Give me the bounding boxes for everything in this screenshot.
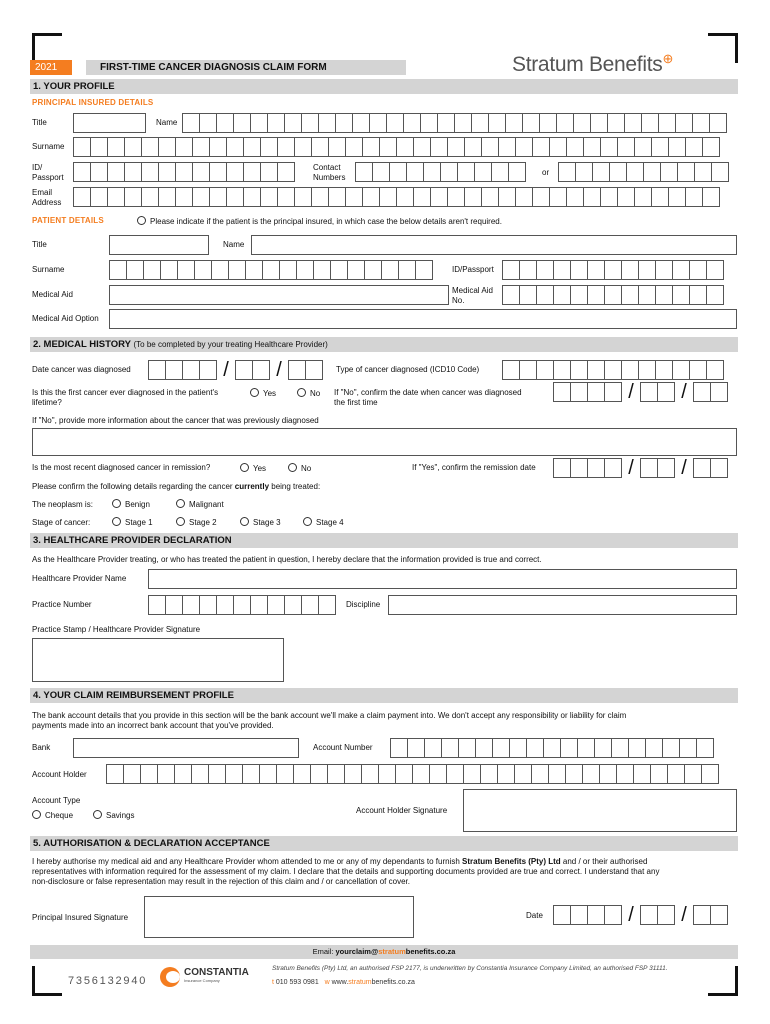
confirm-line2: the first time — [334, 398, 378, 407]
footer-legal: Stratum Benefits (Pty) Ltd, an authorised FSP 2177, is underwritten by Constantia Insurance Company Limited, an authorised FSP 31111. — [272, 965, 668, 972]
radio-icon[interactable] — [303, 517, 312, 526]
no-label: No — [301, 464, 312, 473]
auth-line1a: I hereby authorise my medical aid and any Healthcare Provider whom attended to me or any of my dependants to furnish — [32, 857, 463, 866]
account-holder-label: Account Holder — [32, 770, 87, 779]
web-part-b: stratum — [348, 979, 372, 986]
no-label: No — [310, 389, 321, 398]
email-label-line1: Email — [32, 188, 53, 197]
stamp-signature-field[interactable] — [32, 638, 284, 682]
stage-2-label: Stage 2 — [189, 518, 217, 527]
footer-email-bar — [30, 945, 738, 959]
contact-label-line2: Numbers — [313, 173, 346, 182]
stage-1-option[interactable] — [112, 517, 153, 528]
bank-text-line2: payments made into an incorrect bank account that you've provided. — [32, 721, 274, 730]
footer-code: 7356132940 — [68, 975, 148, 987]
provider-name-field[interactable] — [148, 569, 737, 589]
crop-mark-bottom-right — [708, 966, 738, 996]
bank-field[interactable] — [73, 738, 299, 758]
id-field[interactable] — [73, 162, 295, 182]
patient-idpassport-field[interactable] — [502, 260, 724, 280]
remission-yes[interactable] — [240, 463, 266, 474]
patient-title-field[interactable] — [109, 235, 209, 255]
benign-label: Benign — [125, 500, 150, 509]
remission-date-field[interactable]: / / — [553, 458, 728, 478]
benign-option[interactable] — [112, 499, 150, 510]
bank-text-line1: The bank account details that you provide in this section will be the bank account we'll make a claim payment into. We don't accept any responsibility or liability for claim — [32, 711, 627, 720]
account-holder-signature-field[interactable] — [463, 789, 737, 832]
more-info-label: If "No", provide more information about the cancer that was previously diagnosed — [32, 416, 319, 425]
partner-name: CONSTANTIA — [184, 967, 249, 978]
radio-icon[interactable] — [240, 463, 249, 472]
patient-is-principal-option[interactable] — [137, 216, 502, 227]
medical-aid-option-label: Medical Aid Option — [32, 314, 99, 323]
date-label: Date — [526, 911, 543, 920]
partner-sub: Insurance Company — [184, 978, 220, 983]
phone: 010 593 0981 — [275, 979, 319, 986]
auth-company: Stratum Benefits (Pty) Ltd — [462, 857, 561, 866]
radio-icon[interactable] — [176, 499, 185, 508]
first-diagnosis-date-field[interactable]: / / — [553, 382, 728, 402]
principal-signature-field[interactable] — [144, 896, 414, 938]
partner-logo-icon — [160, 967, 180, 987]
contact-label — [313, 163, 345, 183]
radio-icon[interactable] — [93, 810, 102, 819]
savings-label: Savings — [106, 811, 135, 820]
crop-mark-bottom-left — [32, 966, 62, 996]
patient-surname-field[interactable] — [109, 260, 433, 280]
cheque-option[interactable] — [32, 810, 73, 821]
contact-field-1[interactable] — [355, 162, 526, 182]
logo — [512, 51, 673, 77]
account-holder-signature-label: Account Holder Signature — [356, 806, 448, 815]
patient-idpassport-label: ID/Passport — [452, 265, 494, 274]
medical-aid-no-line2: No. — [452, 296, 465, 305]
account-type-label: Account Type — [32, 796, 81, 805]
title-field[interactable] — [73, 113, 146, 133]
id-label-line2: Passport — [32, 173, 64, 182]
practice-number-field[interactable] — [148, 595, 336, 615]
patient-details-heading: PATIENT DETAILS — [32, 216, 104, 225]
confirm-details-post: being treated: — [269, 482, 321, 491]
email-label-line2: Address — [32, 198, 62, 207]
section-1-title: 1. YOUR PROFILE — [30, 79, 738, 94]
email-part-b: stratum — [378, 947, 406, 956]
partner-logo — [160, 967, 249, 987]
year-badge: 2021 — [30, 60, 72, 75]
signature-date-field[interactable]: / / — [553, 905, 728, 925]
cancer-type-field[interactable] — [502, 360, 724, 380]
id-label — [32, 163, 64, 183]
section-5-title: 5. AUTHORISATION & DECLARATION ACCEPTANCE — [30, 836, 738, 851]
name-label: Name — [156, 118, 178, 127]
contact-field-2[interactable] — [558, 162, 729, 182]
stage-2-option[interactable] — [176, 517, 217, 528]
radio-icon[interactable] — [32, 810, 41, 819]
account-holder-field[interactable] — [106, 764, 719, 784]
patient-note: Please indicate if the patient is the principal insured, in which case the below details aren't required. — [150, 217, 502, 226]
title-label: Title — [32, 118, 47, 127]
surname-label: Surname — [32, 142, 65, 151]
patient-name-label: Name — [223, 240, 245, 249]
email-label — [32, 188, 61, 208]
confirm-details-label — [32, 482, 320, 492]
logo-text: Stratum Benefits — [512, 53, 663, 76]
date-diagnosed-label: Date cancer was diagnosed — [32, 365, 131, 374]
auth-line1c: and / or their authorised — [560, 857, 648, 866]
discipline-field[interactable] — [388, 595, 737, 615]
confirm-first-date-label — [334, 388, 522, 408]
email-prefix: Email: — [312, 947, 336, 956]
account-number-field[interactable] — [390, 738, 714, 758]
web-prefix: w — [324, 979, 332, 986]
more-info-field[interactable] — [32, 428, 737, 456]
email-field[interactable] — [73, 187, 720, 207]
remission-no[interactable] — [288, 463, 311, 474]
neoplasm-label: The neoplasm is: — [32, 500, 93, 509]
web-part-a: www. — [331, 979, 349, 986]
cheque-label: Cheque — [45, 811, 74, 820]
crop-mark-top-right — [708, 33, 738, 63]
medical-aid-no-label — [452, 286, 493, 306]
medical-aid-field[interactable] — [109, 285, 449, 305]
confirm-line1: If "No", confirm the date when cancer was diagnosed — [334, 388, 522, 397]
stage-4-option[interactable] — [303, 517, 344, 528]
medical-aid-option-field[interactable] — [109, 309, 737, 329]
first-cancer-line2: lifetime? — [32, 398, 62, 407]
first-cancer-yes[interactable] — [250, 388, 276, 399]
radio-icon[interactable] — [297, 388, 306, 397]
section-2-sub: (To be completed by your treating Healthcare Provider) — [133, 340, 328, 349]
authorisation-text — [32, 857, 740, 887]
stage-label: Stage of cancer: — [32, 518, 91, 527]
malignant-option[interactable] — [176, 499, 224, 510]
radio-icon[interactable] — [288, 463, 297, 472]
stage-3-label: Stage 3 — [253, 518, 281, 527]
practice-number-label: Practice Number — [32, 600, 92, 609]
savings-option[interactable] — [93, 810, 134, 821]
medical-aid-label: Medical Aid — [32, 290, 73, 299]
confirm-details-bold: currently — [234, 482, 270, 491]
provider-name-label: Healthcare Provider Name — [32, 574, 127, 583]
malignant-label: Malignant — [189, 500, 224, 509]
email-part-c: benefits.co.za — [405, 947, 456, 956]
section-2-heading: 2. MEDICAL HISTORY — [33, 339, 131, 350]
account-number-label: Account Number — [313, 743, 373, 752]
footer-contact — [272, 979, 415, 986]
crop-mark-top-left — [32, 33, 62, 63]
patient-title-label: Title — [32, 240, 47, 249]
first-cancer-question — [32, 388, 218, 408]
bank-text — [32, 711, 626, 731]
section-3-title: 3. HEALTHCARE PROVIDER DECLARATION — [30, 533, 738, 548]
radio-icon[interactable] — [112, 517, 121, 526]
section-2-title — [30, 337, 738, 352]
name-field[interactable] — [182, 113, 727, 133]
logo-mark: ⊕ — [662, 51, 674, 66]
stamp-label: Practice Stamp / Healthcare Provider Signature — [32, 625, 201, 634]
or-label: or — [542, 168, 550, 177]
medical-aid-no-line1: Medical Aid — [452, 286, 493, 295]
radio-icon[interactable] — [137, 216, 146, 225]
discipline-label: Discipline — [346, 600, 381, 609]
first-cancer-no[interactable] — [297, 388, 320, 399]
radio-icon[interactable] — [176, 517, 185, 526]
yes-label: Yes — [253, 464, 267, 473]
stage-3-option[interactable] — [240, 517, 281, 528]
yes-label: Yes — [263, 389, 277, 398]
contact-label-line1: Contact — [313, 163, 341, 172]
radio-icon[interactable] — [240, 517, 249, 526]
remission-question: Is the most recent diagnosed cancer in remission? — [32, 463, 211, 472]
provider-declaration: As the Healthcare Provider treating, or who has treated the patient in question, I hereby declare that the information provided is true and correct. — [32, 555, 542, 564]
principal-insured-heading: PRINCIPAL INSURED DETAILS — [32, 98, 154, 107]
auth-line2: representatives with information required for the assessment of my claim. I declare that the details and supporting documents provided are true and correct. I understand that any — [32, 867, 660, 876]
cancer-type-label: Type of cancer diagnosed (ICD10 Code) — [336, 365, 480, 374]
date-diagnosed-field[interactable]: / / — [148, 360, 323, 380]
web-part-c: benefits.co.za — [371, 979, 415, 986]
patient-surname-label: Surname — [32, 265, 65, 274]
auth-line3: non-disclosure or false representation may result in the rejection of this claim and / or cancellation of cover. — [32, 877, 410, 886]
radio-icon[interactable] — [112, 499, 121, 508]
email-part-a: yourclaim@ — [335, 947, 379, 956]
confirm-details-pre: Please confirm the following details regarding the cancer — [32, 482, 235, 491]
surname-field[interactable] — [73, 137, 720, 157]
bank-label: Bank — [32, 743, 51, 752]
id-label-line1: ID/ — [32, 163, 43, 172]
remission-date-label: If "Yes", confirm the remission date — [412, 463, 536, 472]
section-4-title: 4. YOUR CLAIM REIMBURSEMENT PROFILE — [30, 688, 738, 703]
patient-name-field[interactable] — [251, 235, 737, 255]
radio-icon[interactable] — [250, 388, 259, 397]
phone-prefix: t — [272, 979, 276, 986]
form-title: FIRST-TIME CANCER DIAGNOSIS CLAIM FORM — [86, 60, 406, 75]
first-cancer-line1: Is this the first cancer ever diagnosed in the patient's — [32, 388, 219, 397]
principal-signature-label: Principal Insured Signature — [32, 913, 129, 922]
medical-aid-no-field[interactable] — [502, 285, 724, 305]
stage-1-label: Stage 1 — [125, 518, 153, 527]
stage-4-label: Stage 4 — [316, 518, 344, 527]
